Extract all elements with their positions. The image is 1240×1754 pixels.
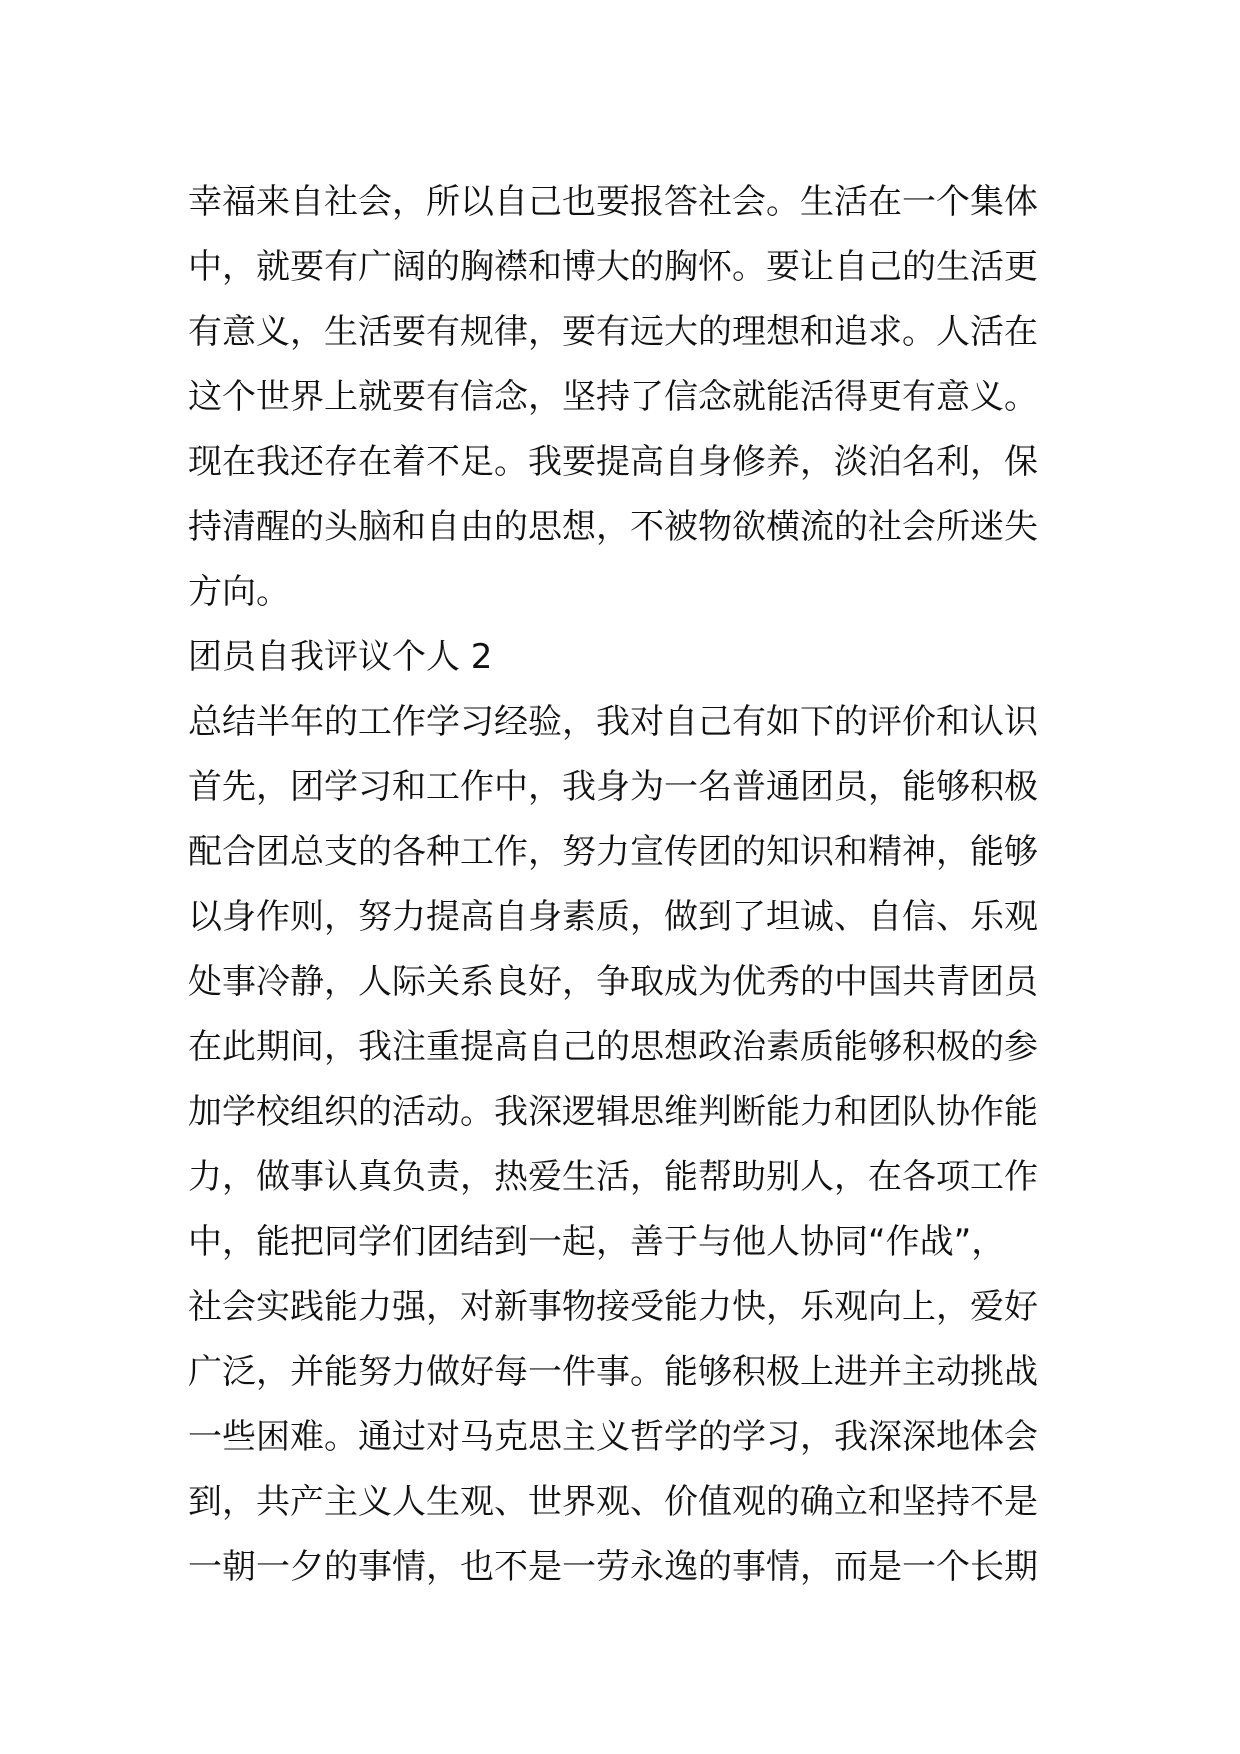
text-line: 持清醒的头脑和自由的思想，不被物欲横流的社会所迷失: [188, 507, 1038, 547]
text-line: 一朝一夕的事情，也不是一劳永逸的事情，而是一个长期: [188, 1547, 1038, 1587]
text-line: 方向。: [188, 572, 290, 612]
text-line: 现在我还存在着不足。我要提高自身修养，淡泊名利，保: [188, 442, 1038, 482]
text-line: 总结半年的工作学习经验，我对自己有如下的评价和认识: [188, 702, 1038, 742]
text-line: 以身作则，努力提高自身素质，做到了坦诚、自信、乐观: [188, 897, 1038, 937]
section-heading: 团员自我评议个人 2: [188, 637, 493, 677]
text-line: 在此期间，我注重提高自己的思想政治素质能够积极的参: [188, 1027, 1038, 1067]
text-line: 中，能把同学们团结到一起，善于与他人协同“作战”，: [188, 1222, 1006, 1262]
text-line: 到，共产主义人生观、世界观、价值观的确立和坚持不是: [188, 1482, 1038, 1522]
text-line: 这个世界上就要有信念，坚持了信念就能活得更有意义。: [188, 377, 1038, 417]
text-line: 社会实践能力强，对新事物接受能力快，乐观向上，爱好: [188, 1287, 1038, 1327]
text-line: 力，做事认真负责，热爱生活，能帮助别人，在各项工作: [188, 1157, 1038, 1197]
text-line: 配合团总支的各种工作，努力宣传团的知识和精神，能够: [188, 832, 1038, 872]
text-line: 加学校组织的活动。我深逻辑思维判断能力和团队协作能: [188, 1092, 1038, 1132]
text-line: 幸福来自社会，所以自己也要报答社会。生活在一个集体: [188, 182, 1038, 222]
text-line: 中，就要有广阔的胸襟和博大的胸怀。要让自己的生活更: [188, 247, 1038, 287]
text-line: 首先，团学习和工作中，我身为一名普通团员，能够积极: [188, 767, 1038, 807]
body-text: [188, 170, 1068, 1600]
text-line: 有意义，生活要有规律，要有远大的理想和追求。人活在: [188, 312, 1038, 352]
text-line: 处事冷静，人际关系良好，争取成为优秀的中国共青团员: [188, 962, 1038, 1002]
text-line: 一些困难。通过对马克思主义哲学的学习，我深深地体会: [188, 1417, 1038, 1457]
text-line: 广泛，并能努力做好每一件事。能够积极上进并主动挑战: [188, 1352, 1038, 1392]
